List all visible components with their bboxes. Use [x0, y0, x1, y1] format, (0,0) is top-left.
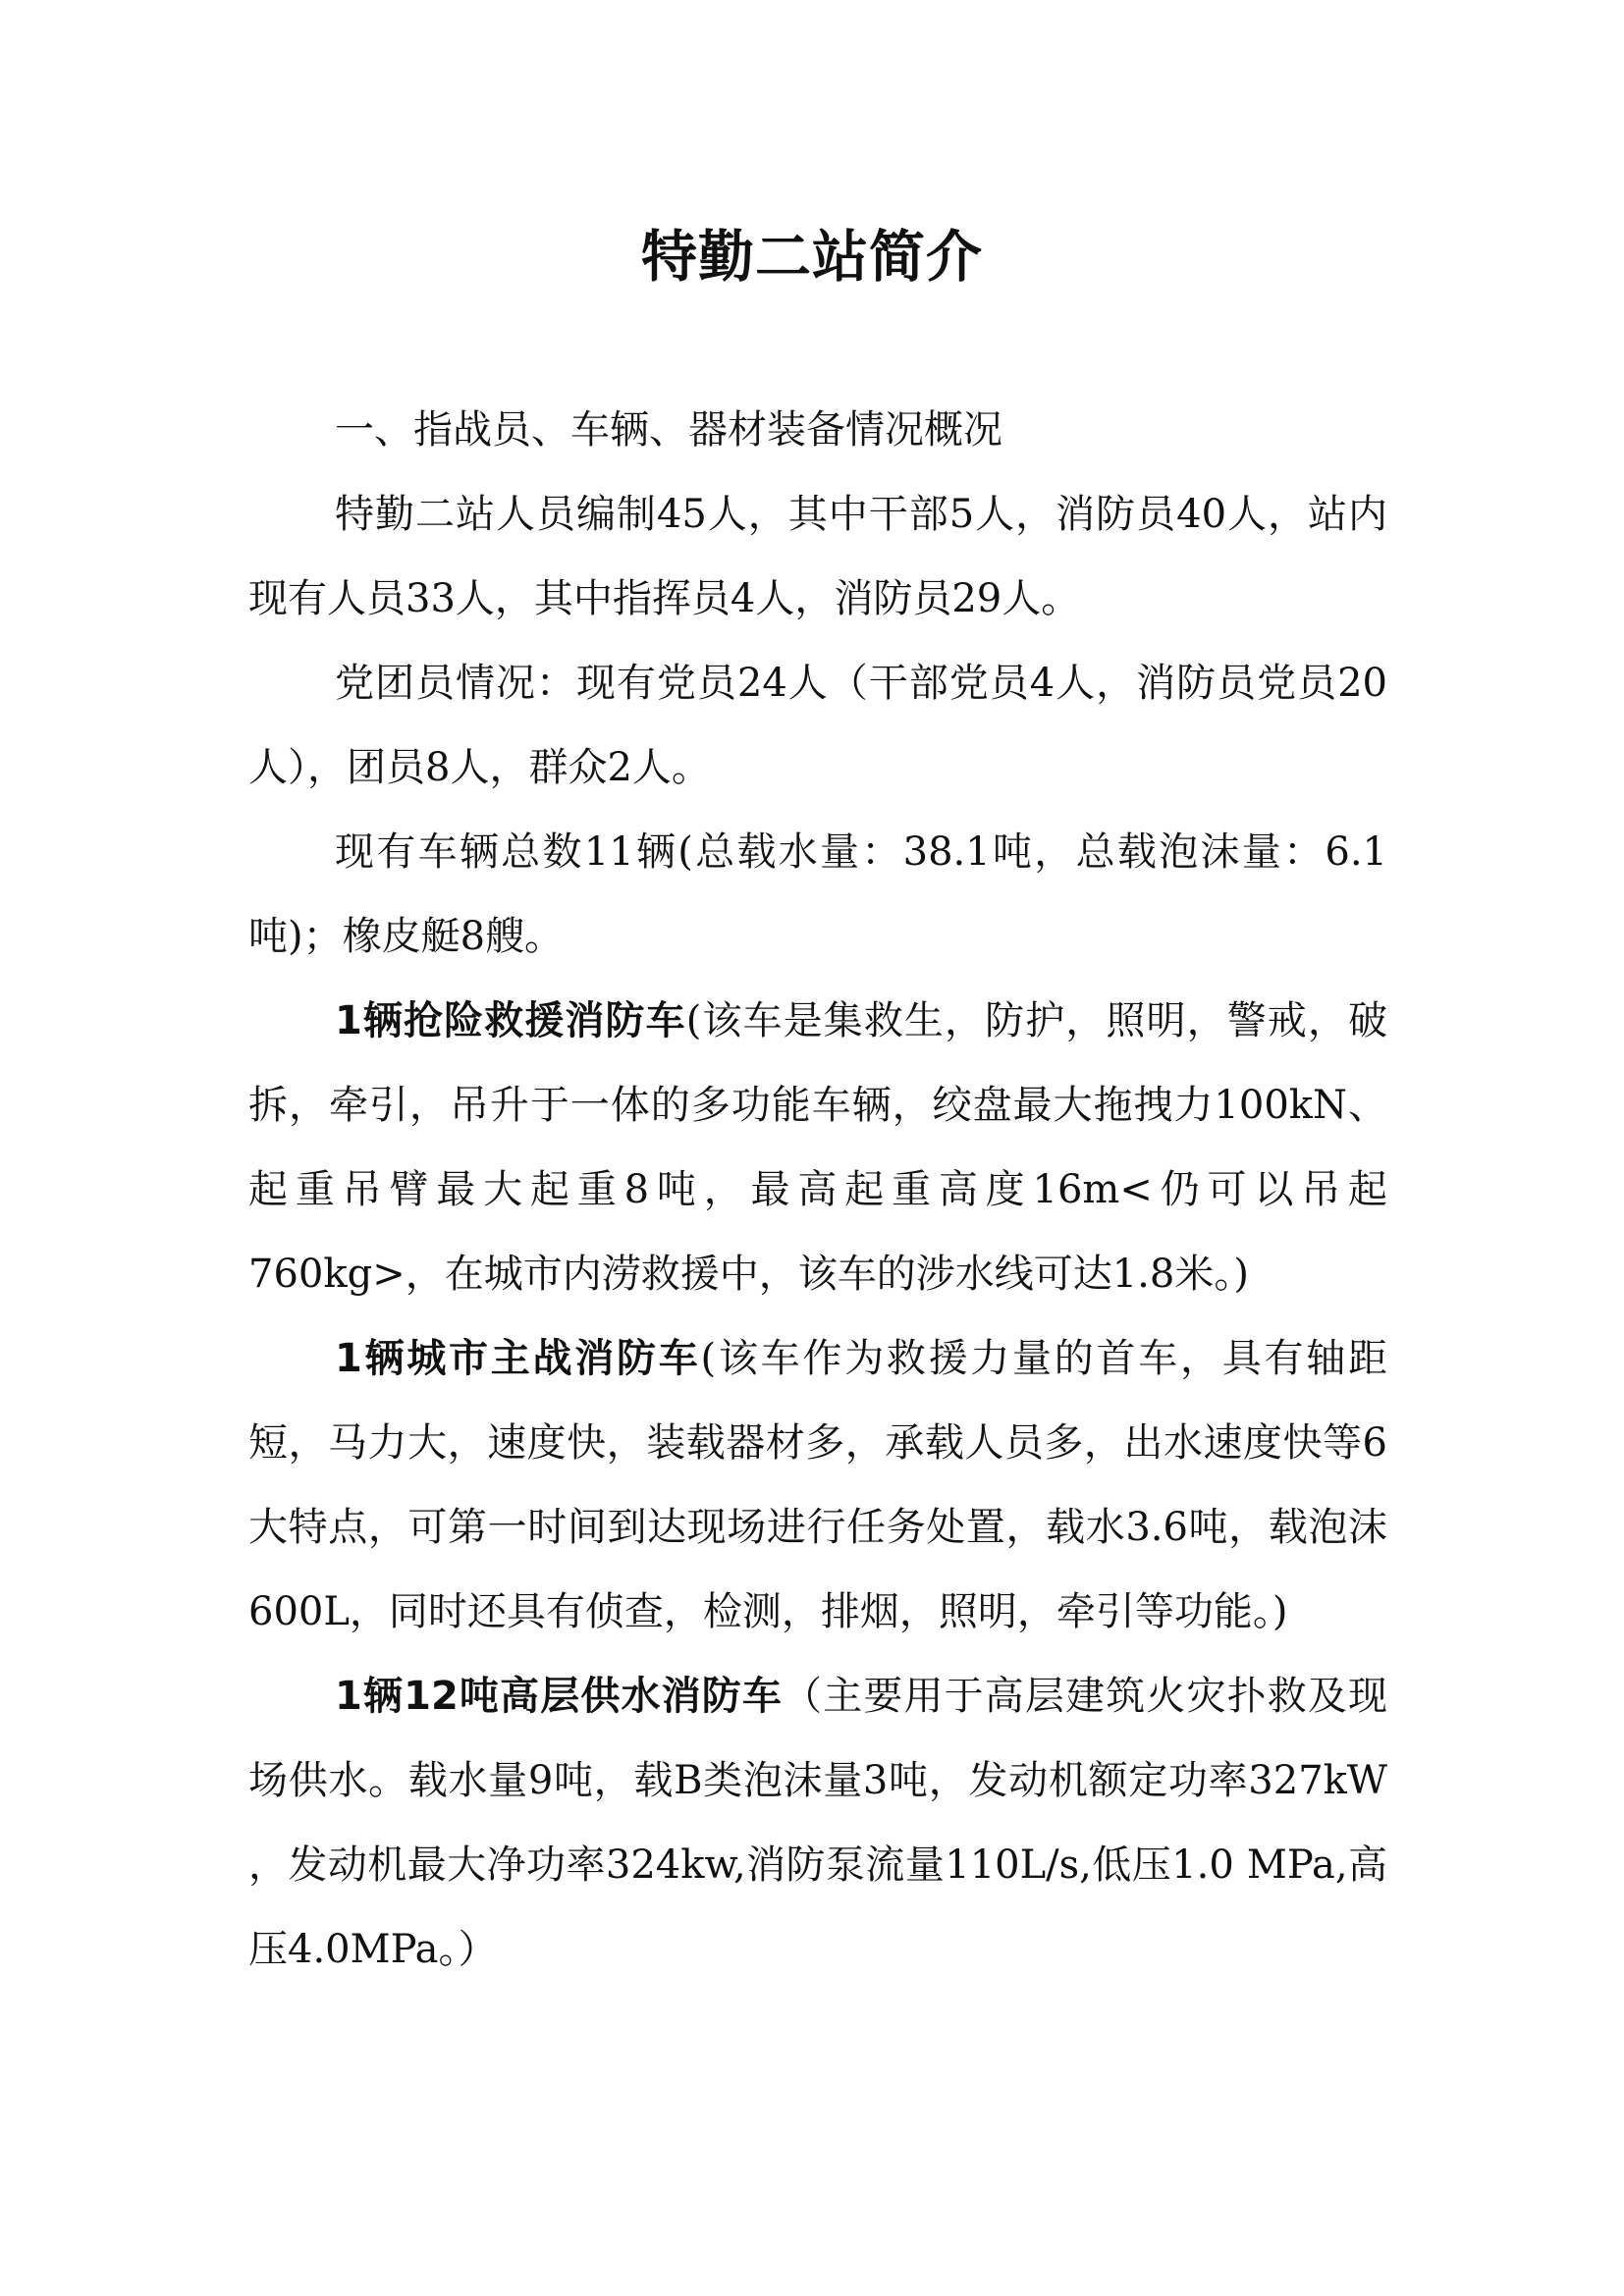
paragraph-text: （主要用于高层建筑火灾扑救及现场供水。载水量9吨，载B类泡沫量3吨，发动机额定功率327kW ，发动机最大净功率324kw,消防泵流量110L/s,低压1.0 MPa,高压4.0MPa。）	[248, 1674, 1388, 1972]
paragraph-main-battle-truck	[248, 1316, 1387, 1654]
document-body	[248, 388, 1387, 1992]
paragraph-vehicles	[248, 810, 1387, 979]
paragraph-water-supply-truck	[248, 1654, 1387, 1992]
paragraph-rescue-truck	[248, 979, 1387, 1316]
paragraph-text: 特勤二站人员编制45人，其中干部5人，消防员40人，站内现有人员33人，其中指挥员4人，消防员29人。	[248, 492, 1387, 621]
paragraph-text: (该车是集救生，防护，照明，警戒，破拆，牵引，吊升于一体的多功能车辆，绞盘最大拖拽力100kN、起重吊臂最大起重8吨，最高起重高度16m<仍可以吊起760kg>，在城市内涝救援中，该车的涉水线可达1.8米。)	[248, 998, 1387, 1297]
paragraph-text: 现有车辆总数11辆(总载水量：38.1吨，总载泡沫量：6.1吨)；橡皮艇8艘。	[248, 829, 1387, 959]
paragraph-personnel	[248, 472, 1387, 641]
paragraph-text: (该车作为救援力量的首车，具有轴距短，马力大，速度快，装载器材多，承载人员多，出水速度快等6大特点，可第一时间到达现场进行任务处置，载水3.6吨，载泡沫600L，同时还具有侦查，检测，排烟，照明，牵引等功能。)	[248, 1336, 1387, 1634]
vehicle-name: 1辆抢险救援消防车	[335, 998, 686, 1043]
section-heading: 一、指战员、车辆、器材装备情况概况	[335, 407, 1002, 453]
paragraph-party-members	[248, 641, 1387, 810]
vehicle-name: 1辆12吨高层供水消防车	[335, 1674, 784, 1719]
vehicle-name: 1辆城市主战消防车	[335, 1336, 701, 1381]
paragraph-text: 党团员情况：现有党员24人（干部党员4人，消防员党员20人），团员8人，群众2人。	[248, 661, 1387, 790]
page-title: 特勤二站简介	[641, 225, 983, 290]
